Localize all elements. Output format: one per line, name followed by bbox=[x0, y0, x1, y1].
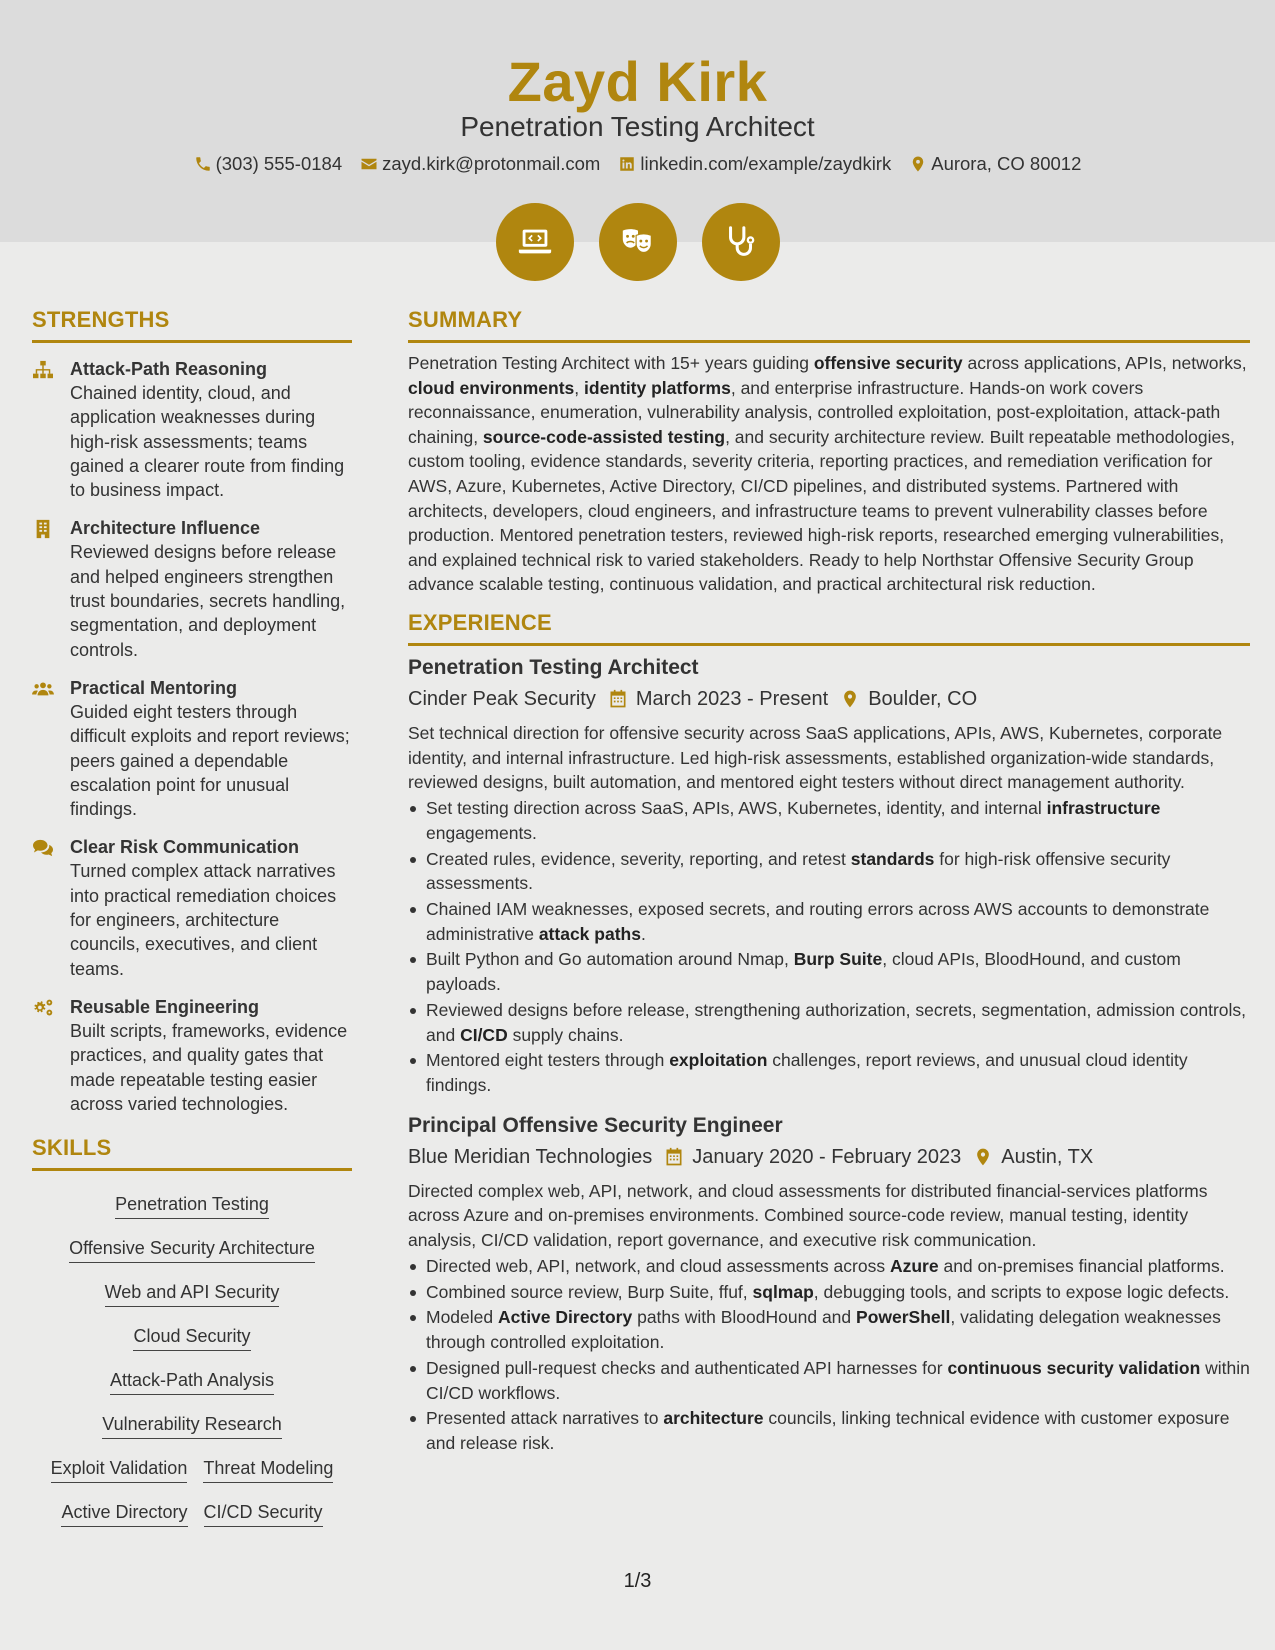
bullet-item: Directed web, API, network, and cloud assessments across Azure and on-premises financial platforms. bbox=[408, 1254, 1250, 1279]
phone-icon bbox=[194, 155, 212, 173]
skill-tag: CI/CD Security bbox=[204, 1500, 323, 1527]
job-bullets bbox=[408, 1254, 1250, 1456]
bold-phrase: Burp Suite bbox=[793, 949, 883, 970]
right-column bbox=[408, 306, 1250, 1456]
job-location: Boulder, CO bbox=[868, 687, 978, 710]
strength-title: Architecture Influence bbox=[70, 518, 261, 539]
job-company: Blue Meridian Technologies bbox=[408, 1145, 653, 1168]
bullet-item: Mentored eight testers through exploitation challenges, report reviews, and unusual cloud identity findings. bbox=[408, 1048, 1250, 1097]
bold-phrase: PowerShell bbox=[856, 1307, 951, 1328]
skills-list bbox=[32, 1171, 352, 1527]
strength-text: Chained identity, cloud, and application weaknesses during high-risk assessments; teams gained a clearer route from finding to business impact. bbox=[70, 383, 345, 501]
job-title: Principal Offensive Security Engineer bbox=[408, 1113, 783, 1137]
job-title: Penetration Testing Architect bbox=[408, 655, 699, 679]
bold-phrase: attack paths bbox=[538, 923, 641, 944]
badge-masks bbox=[599, 203, 677, 281]
bold-phrase: exploitation bbox=[669, 1050, 768, 1071]
linkedin-text[interactable]: linkedin.com/example/zaydkirk bbox=[640, 153, 892, 174]
laptop-code-icon bbox=[516, 223, 554, 261]
strength-title: Reusable Engineering bbox=[70, 996, 260, 1017]
job-description: Directed complex web, API, network, and cloud assessments for distributed financial-services platforms across Azure and on-premises environments. Combined source-code review, manual testing, identity analysis, CI/CD validation, report governance, and executive risk communication. bbox=[408, 1180, 1208, 1250]
summary-heading: SUMMARY bbox=[408, 306, 1250, 343]
strength-text: Guided eight testers through difficult exploits and report reviews; peers gained a dependable escalation point for unusual findings. bbox=[70, 701, 350, 820]
contact-bar bbox=[0, 152, 1275, 176]
skill-tag: Web and API Security bbox=[105, 1280, 280, 1307]
strength-item bbox=[32, 835, 352, 980]
job-meta bbox=[408, 1143, 1250, 1171]
skill-tag: Threat Modeling bbox=[203, 1456, 333, 1483]
linkedin-icon bbox=[618, 155, 636, 173]
bold-phrase: CI/CD bbox=[460, 1024, 508, 1045]
job-location: Austin, TX bbox=[1001, 1145, 1094, 1168]
map-marker-icon bbox=[973, 1147, 993, 1167]
strength-title: Attack-Path Reasoning bbox=[70, 359, 268, 379]
bullet-item: Chained IAM weaknesses, exposed secrets, and routing errors across AWS accounts to demonstrate administrative attack paths. bbox=[408, 897, 1250, 946]
skills-heading: SKILLS bbox=[32, 1134, 352, 1171]
map-marker-icon bbox=[909, 155, 927, 173]
bold-phrase: Active Directory bbox=[498, 1307, 633, 1328]
bold-phrase: Azure bbox=[889, 1255, 939, 1276]
strength-item bbox=[32, 516, 352, 661]
sitemap-icon bbox=[32, 360, 54, 380]
job-meta bbox=[408, 685, 1250, 713]
stethoscope-icon bbox=[722, 223, 760, 261]
skill-tag: Attack-Path Analysis bbox=[110, 1368, 274, 1395]
job-entry bbox=[408, 654, 1250, 1098]
bold-phrase: identity platforms bbox=[584, 377, 731, 398]
envelope-icon bbox=[360, 155, 378, 173]
strength-item bbox=[32, 357, 352, 502]
skill-tag: Exploit Validation bbox=[51, 1456, 188, 1483]
job-company: Cinder Peak Security bbox=[408, 687, 596, 710]
bullet-item: Modeled Active Directory paths with BloodHound and PowerShell, validating delegation weaknesses through controlled exploitation. bbox=[408, 1305, 1250, 1354]
skill-tag: Cloud Security bbox=[133, 1324, 250, 1351]
strength-title: Practical Mentoring bbox=[70, 677, 238, 698]
experience-section bbox=[408, 609, 1250, 1456]
summary-text: Penetration Testing Architect with 15+ years guiding offensive security across applications, APIs, networks, cloud environments, identity platforms, and enterprise infrastructure. Hands-on work covers reconnaissance, enumeration, vulnerability analysis, controlled exploitation, post-exploitation, attack-path chaining, source-code-assisted testing, and security architecture review. Built repeatable methodologies, custom tooling, evidence standards, severity criteria, reporting practices, and remediation verification for AWS, Azure, Kubernetes, Active Directory, CI/CD pipelines, and distributed systems. Partnered with architects, developers, cloud engineers, and infrastructure teams to prevent vulnerability classes before production. Mentored penetration testers, reviewed high-risk reports, researched emerging vulnerabilities, and explained technical risk to varied stakeholders. Ready to help Northstar Offensive Security Group advance scalable testing, continuous validation, and practical architectural risk reduction. bbox=[408, 353, 1247, 595]
bold-phrase: architecture bbox=[663, 1408, 764, 1429]
bullet-item: Designed pull-request checks and authenticated API harnesses for continuous security validation within CI/CD workflows. bbox=[408, 1356, 1250, 1405]
job-dates: March 2023 - Present bbox=[635, 687, 829, 710]
bullet-item: Combined source review, Burp Suite, ffuf, sqlmap, debugging tools, and scripts to expose logic defects. bbox=[408, 1280, 1250, 1305]
building-icon bbox=[32, 519, 54, 539]
contact-location bbox=[909, 152, 1081, 176]
job-entry bbox=[408, 1112, 1250, 1456]
contact-phone bbox=[194, 152, 343, 176]
badge-laptop bbox=[496, 203, 574, 281]
bold-phrase: continuous security validation bbox=[947, 1357, 1201, 1378]
page-number: 1/3 bbox=[623, 1570, 652, 1592]
skills-section bbox=[32, 1134, 352, 1527]
bold-phrase: source-code-assisted testing bbox=[482, 426, 726, 447]
strength-text: Turned complex attack narratives into practical remediation choices for engineers, architecture councils, executives, and client teams. bbox=[70, 861, 337, 979]
badge-stethoscope bbox=[702, 203, 780, 281]
strength-item bbox=[32, 676, 352, 821]
calendar-icon bbox=[664, 1147, 684, 1167]
candidate-title: Penetration Testing Architect bbox=[460, 111, 815, 142]
contact-email[interactable] bbox=[360, 152, 600, 176]
strength-text: Reviewed designs before release and helped engineers strengthen trust boundaries, secrets handling, segmentation, and deployment controls. bbox=[70, 542, 346, 660]
theater-masks-icon bbox=[619, 223, 657, 261]
job-bullets bbox=[408, 796, 1250, 1098]
phone-text: (303) 555-0184 bbox=[215, 153, 343, 174]
bullet-item: Presented attack narratives to architecture councils, linking technical evidence with customer exposure and release risk. bbox=[408, 1406, 1250, 1455]
job-dates: January 2020 - February 2023 bbox=[692, 1145, 962, 1168]
bold-phrase: sqlmap bbox=[752, 1281, 814, 1302]
strengths-heading: STRENGTHS bbox=[32, 306, 352, 343]
users-icon bbox=[32, 679, 54, 699]
map-marker-icon bbox=[840, 689, 860, 709]
skill-tag: Active Directory bbox=[61, 1500, 187, 1527]
comments-icon bbox=[32, 838, 54, 858]
strength-text: Built scripts, frameworks, evidence practices, and quality gates that made repeatable testing easier across varied technologies. bbox=[70, 1020, 348, 1114]
skill-tag: Penetration Testing bbox=[115, 1192, 269, 1219]
cogs-icon bbox=[32, 998, 54, 1018]
strength-item bbox=[32, 995, 352, 1116]
bold-phrase: infrastructure bbox=[1046, 798, 1161, 819]
bullet-item: Built Python and Go automation around Nmap, Burp Suite, cloud APIs, BloodHound, and custom payloads. bbox=[408, 947, 1250, 996]
experience-heading: EXPERIENCE bbox=[408, 609, 1250, 646]
bullet-item: Set testing direction across SaaS, APIs, AWS, Kubernetes, identity, and internal infrastructure engagements. bbox=[408, 796, 1250, 845]
bold-phrase: standards bbox=[850, 848, 935, 869]
bold-phrase: offensive security bbox=[813, 353, 963, 373]
left-column bbox=[32, 306, 352, 1527]
candidate-name: Zayd Kirk bbox=[507, 50, 768, 113]
calendar-icon bbox=[608, 689, 628, 709]
job-description: Set technical direction for offensive security across SaaS applications, APIs, AWS, Kubernetes, corporate identity, and internal infrastructure. Led high-risk assessments, established organization-wide standards, reviewed designs, built automation, and mentored eight testers without direct management authority. bbox=[408, 722, 1223, 793]
email-text[interactable]: zayd.kirk@protonmail.com bbox=[382, 153, 601, 174]
bold-phrase: cloud environments bbox=[408, 377, 575, 398]
skill-tag: Offensive Security Architecture bbox=[69, 1236, 315, 1263]
bullet-item: Created rules, evidence, severity, reporting, and retest standards for high-risk offensive security assessments. bbox=[408, 847, 1250, 896]
contact-linkedin[interactable] bbox=[618, 152, 891, 176]
location-text: Aurora, CO 80012 bbox=[931, 153, 1082, 174]
strength-title: Clear Risk Communication bbox=[70, 837, 300, 858]
badge-row bbox=[0, 203, 1275, 281]
bullet-item: Reviewed designs before release, strengthening authorization, secrets, segmentation, admission controls, and CI/CD supply chains. bbox=[408, 998, 1250, 1047]
skill-tag: Vulnerability Research bbox=[102, 1412, 281, 1439]
